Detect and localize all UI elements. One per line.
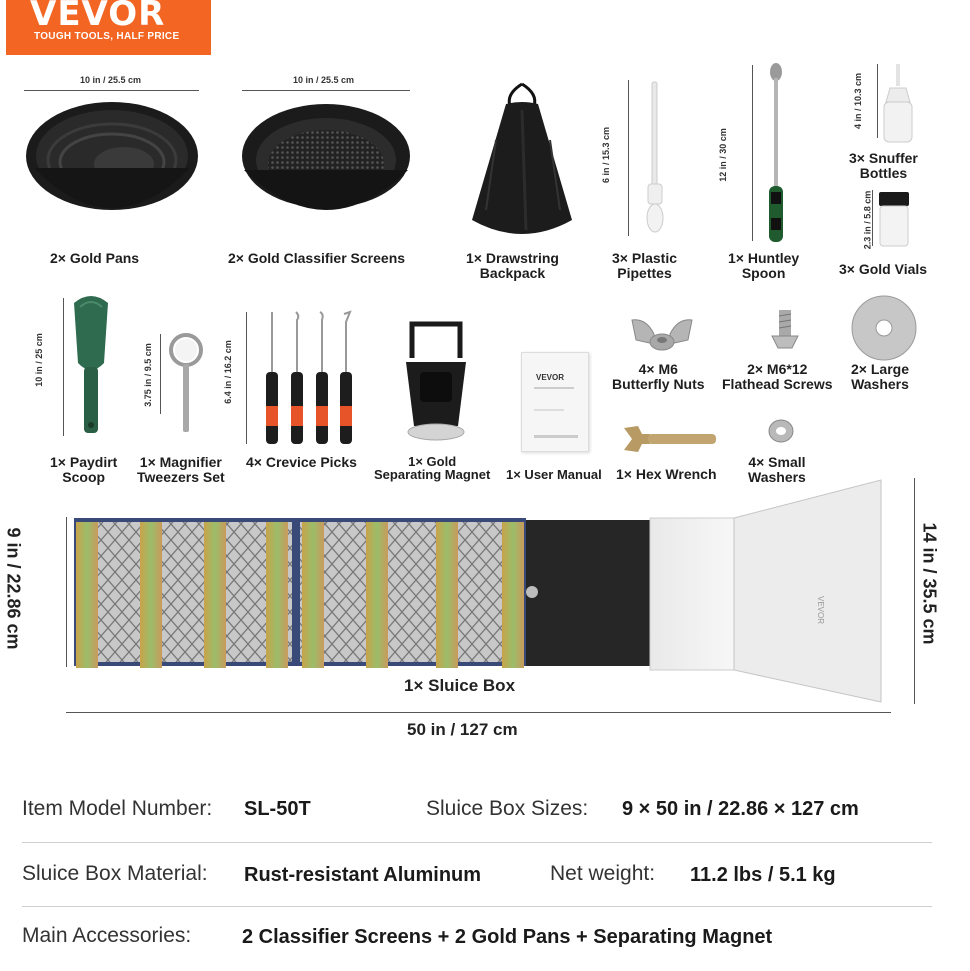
- tweezers-label-line2: Tweezers Set: [137, 469, 225, 485]
- bottle-label-line1: 3× Snuffer: [849, 150, 918, 166]
- user-manual-image: [521, 352, 589, 452]
- gold-vial-image: [876, 190, 912, 248]
- manual-text-line: [534, 409, 564, 411]
- flathead-screws-label-line2: Flathead Screws: [722, 376, 833, 392]
- picks-dim-line: [246, 312, 247, 444]
- huntley-spoon-image: [764, 62, 788, 244]
- classifier-screen-image: [240, 100, 412, 235]
- magnifier-tweezers-image: [168, 332, 204, 434]
- pipettes-dim: 6 in / 15.3 cm: [601, 126, 612, 184]
- flathead-screws-label: [722, 362, 833, 392]
- large-washers-label-line2: Washers: [851, 376, 909, 392]
- large-washers-label-line1: 2× Large: [851, 361, 909, 377]
- picks-dim: 6.4 in / 16.2 cm: [222, 340, 233, 404]
- magnet-label-line2: Separating Magnet: [374, 467, 491, 482]
- material-value: Rust-resistant Aluminum: [244, 864, 482, 886]
- flathead-screws-label-line1: 2× M6*12: [747, 361, 808, 377]
- spoon-dim: 12 in / 30 cm: [717, 128, 728, 182]
- sluice-height-left: 9 in / 22.86 cm: [3, 527, 24, 650]
- pipettes-dim-line: [628, 80, 629, 236]
- manual-label: 1× User Manual: [506, 467, 602, 482]
- vial-dim: 2.3 in / 5.8 cm: [862, 190, 873, 250]
- gold-pans-dim: 10 in / 25.5 cm: [80, 75, 142, 85]
- classifier-dim-line: [242, 90, 410, 91]
- small-washers-label-line1: 4× Small: [748, 454, 806, 470]
- pipettes-label-line2: Pipettes: [617, 265, 672, 281]
- manual-cover-brand: VEVOR: [536, 373, 565, 382]
- gold-pans-dim-line: [24, 90, 199, 91]
- small-washers-label-line2: Washers: [748, 469, 806, 485]
- accessories-value: 2 Classifier Screens + 2 Gold Pans + Separating Magnet: [242, 926, 773, 948]
- scoop-label-line1: 1× Paydirt: [50, 454, 118, 470]
- scoop-dim-line: [63, 298, 64, 436]
- model-value: SL-50T: [244, 798, 311, 820]
- model-key: Item Model Number:: [22, 797, 213, 820]
- logo-tagline: TOUGH TOOLS, HALF PRICE: [34, 31, 180, 42]
- snuffer-bottle-image: [880, 62, 916, 144]
- hex-wrench-image: [622, 424, 718, 454]
- classifier-dim: 10 in / 25.5 cm: [293, 75, 355, 85]
- butterfly-nut-image: [628, 314, 696, 352]
- picks-label: 4× Crevice Picks: [246, 454, 357, 470]
- sluice-height-right-line: [914, 478, 915, 704]
- magnet-label-line1: 1× Gold: [408, 454, 457, 469]
- tweezers-dim-line: [160, 334, 161, 414]
- vevor-logo: [6, 0, 211, 55]
- pipette-image: [644, 80, 666, 236]
- paydirt-scoop-image: [70, 293, 112, 439]
- backpack-label-line1: 1× Drawstring: [466, 250, 559, 266]
- tweezers-label-line1: 1× Magnifier: [139, 454, 222, 470]
- scoop-dim: 10 in / 25 cm: [33, 333, 44, 387]
- backpack-label-line2: Backpack: [479, 265, 546, 281]
- size-key: Sluice Box Sizes:: [426, 797, 589, 820]
- backpack-label: [466, 251, 559, 281]
- large-washer-image: [850, 294, 918, 362]
- sluice-label: 1× Sluice Box: [404, 676, 516, 695]
- spec-divider: [22, 842, 932, 843]
- weight-key: Net weight:: [550, 862, 656, 885]
- accessories-key: Main Accessories:: [22, 924, 192, 947]
- pipettes-label: [612, 251, 677, 281]
- manual-text-line: [534, 435, 578, 438]
- flathead-screw-image: [770, 308, 800, 352]
- bottle-dim: 4 in / 10.3 cm: [853, 72, 864, 130]
- classifier-label: 2× Gold Classifier Screens: [228, 250, 406, 266]
- pipettes-label-line1: 3× Plastic: [612, 250, 677, 266]
- vial-label: 3× Gold Vials: [839, 261, 928, 277]
- large-washers-label: [851, 362, 909, 392]
- flare-brand-text: VEVOR: [816, 596, 825, 625]
- sluice-length-line: [66, 712, 891, 713]
- backpack-image: [466, 80, 580, 242]
- small-washer-image: [766, 418, 796, 444]
- material-key: Sluice Box Material:: [22, 862, 208, 885]
- manual-text-line: [534, 387, 574, 389]
- spec-row-model: [22, 795, 932, 835]
- size-value: 9 × 50 in / 22.86 × 127 cm: [622, 798, 859, 820]
- spoon-label: [728, 251, 799, 281]
- butterfly-nuts-label: [612, 362, 705, 392]
- spec-divider: [22, 906, 932, 907]
- spoon-label-line2: Spoon: [741, 265, 786, 281]
- spoon-label-line1: 1× Huntley: [728, 250, 800, 266]
- separating-magnet-image: [398, 318, 474, 444]
- sluice-height-right: 14 in / 35.5 cm: [919, 522, 940, 645]
- gold-pans-label: 2× Gold Pans: [50, 250, 140, 266]
- scoop-label-line2: Scoop: [62, 469, 106, 485]
- sluice-length: 50 in / 127 cm: [407, 720, 518, 739]
- bottle-dim-line: [877, 64, 878, 138]
- sluice-box-image: [66, 476, 896, 708]
- gold-pan-image: [24, 98, 200, 233]
- crevice-picks-image: [260, 310, 356, 446]
- butterfly-nuts-label-line1: 4× M6: [638, 361, 678, 377]
- bottle-label: [849, 151, 918, 181]
- spec-row-accessories: [22, 922, 932, 962]
- spec-row-material: [22, 860, 932, 900]
- weight-value: 11.2 lbs / 5.1 kg: [690, 864, 836, 886]
- tweezers-dim: 3.75 in / 9.5 cm: [142, 343, 153, 407]
- vial-dim-line: [872, 190, 873, 246]
- logo-brand: VEVOR: [30, 0, 166, 34]
- spoon-dim-line: [752, 65, 753, 241]
- butterfly-nuts-label-line2: Butterfly Nuts: [612, 376, 705, 392]
- wrench-label: 1× Hex Wrench: [616, 466, 717, 482]
- bottle-label-line2: Bottles: [859, 165, 908, 181]
